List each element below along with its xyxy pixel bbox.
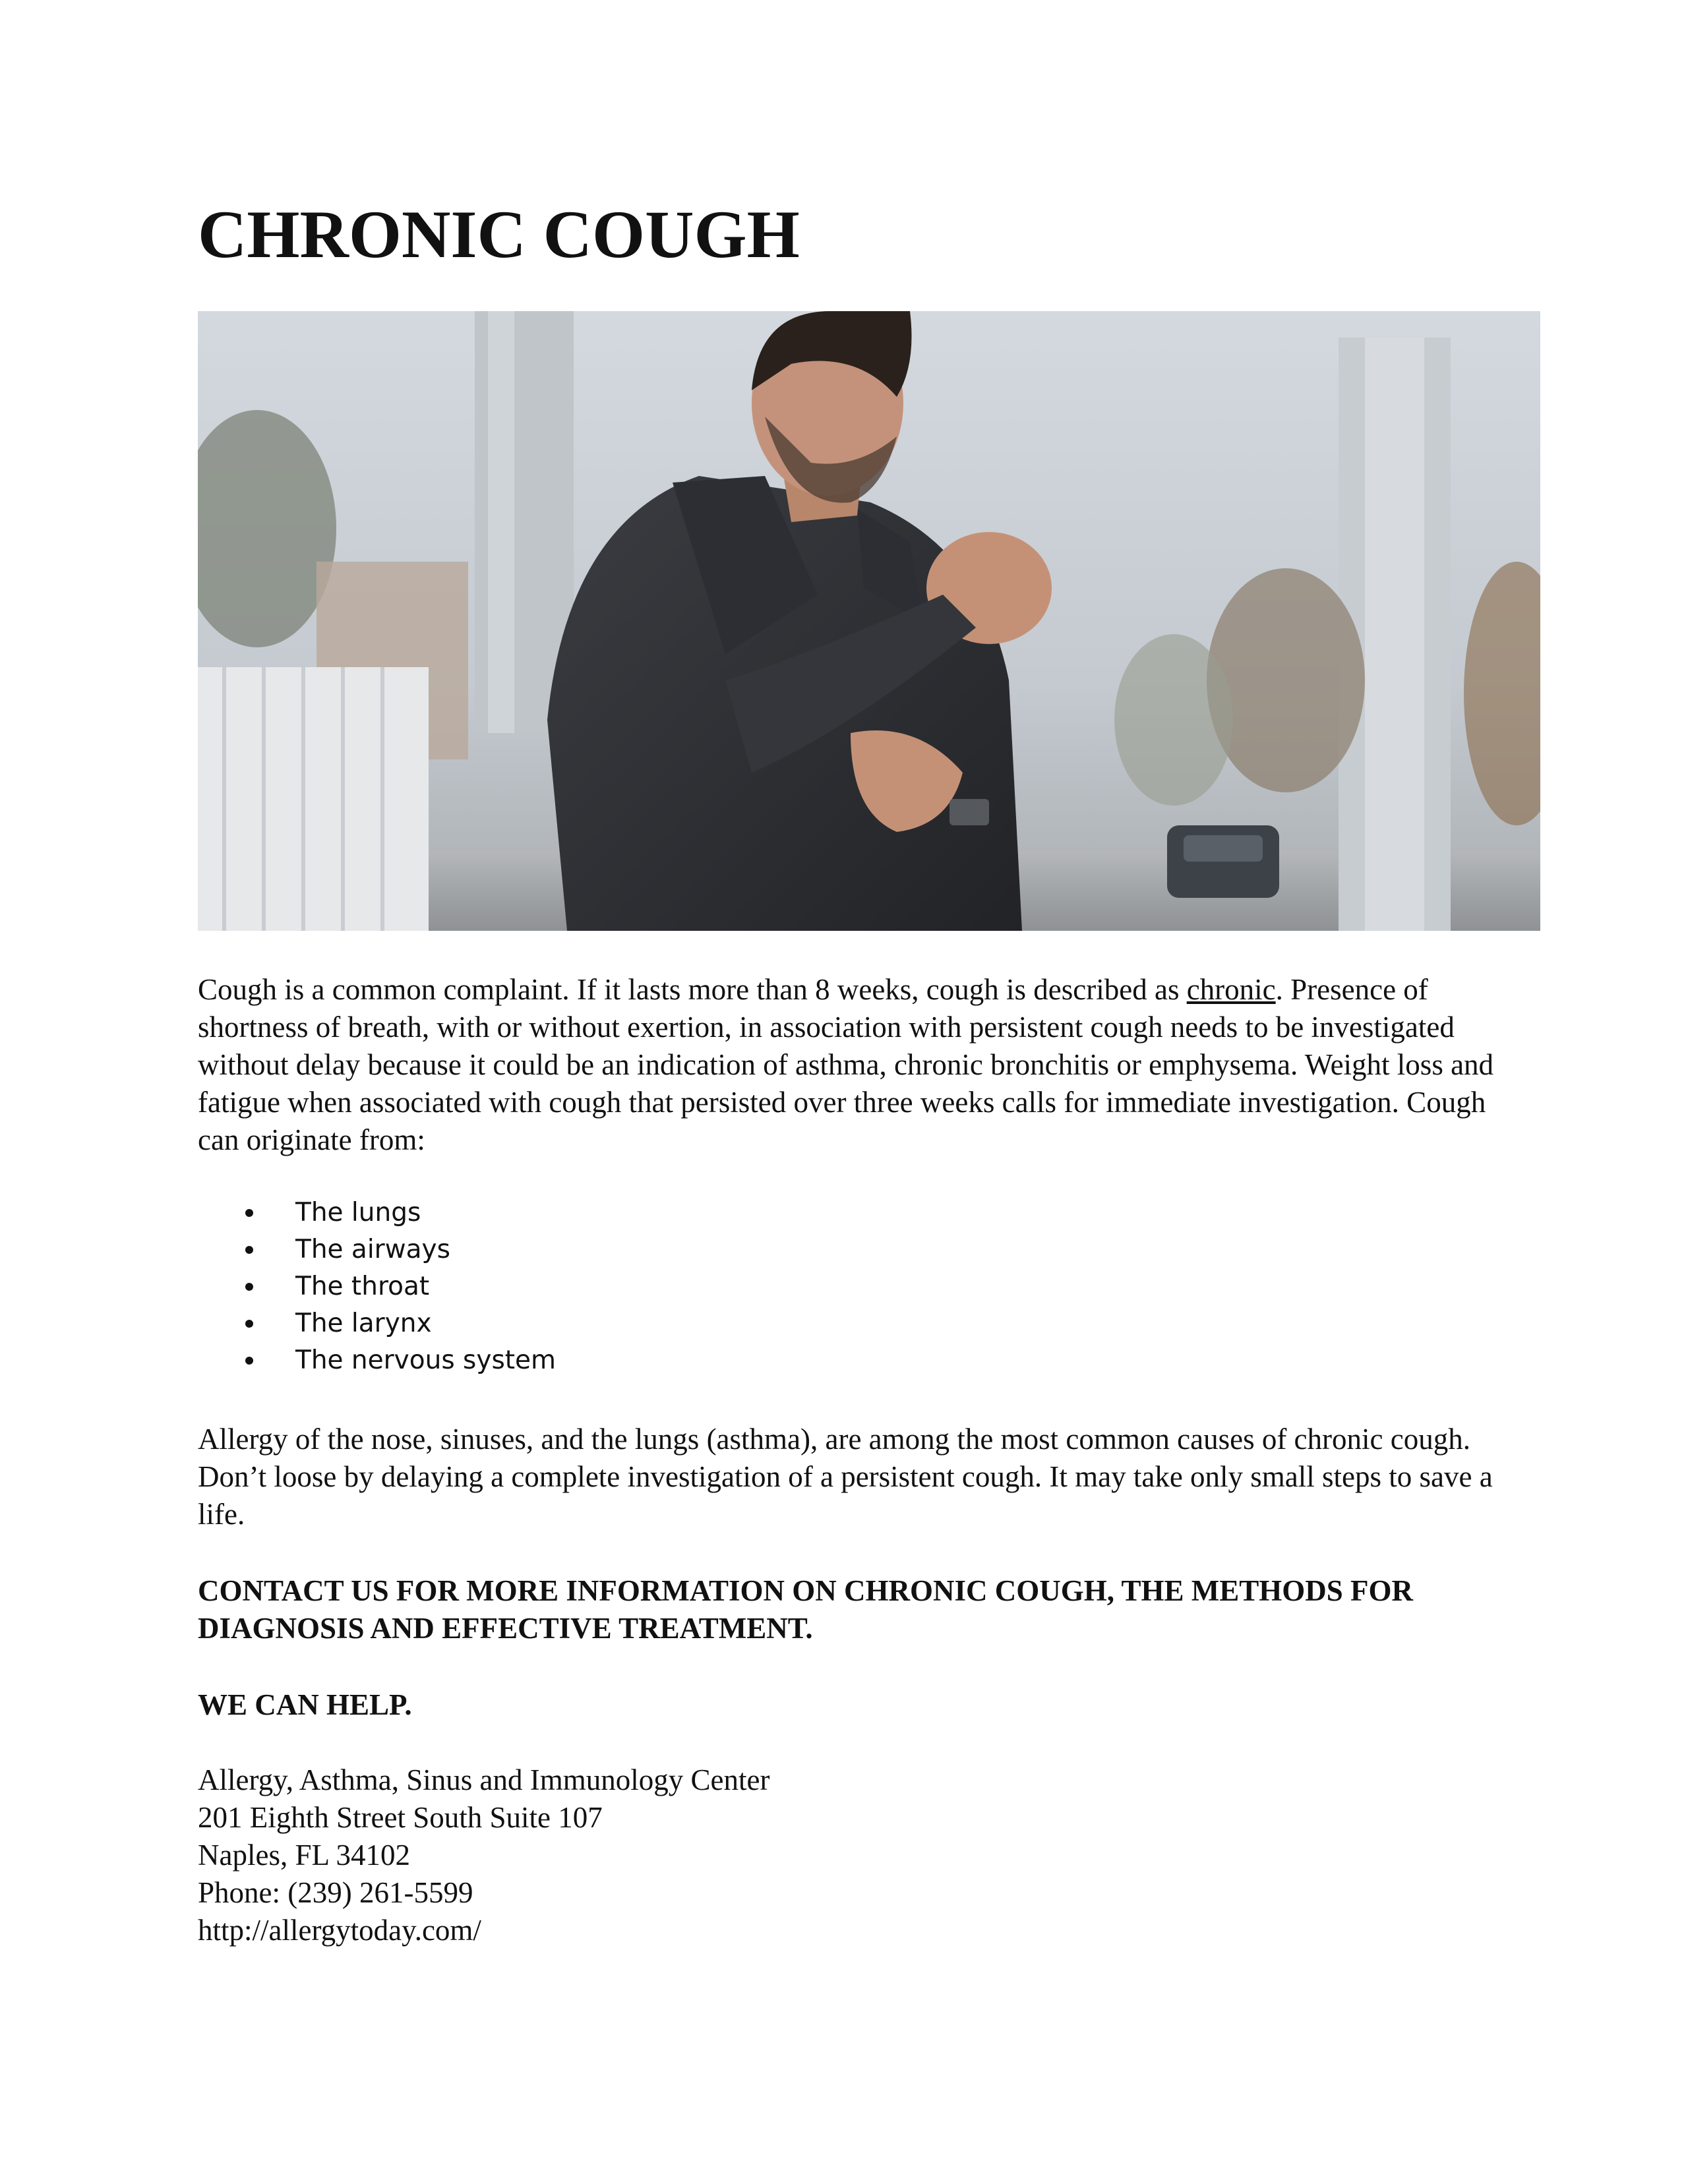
intro-text-part1: Cough is a common complaint. If it lasts more than 8 weeks, cough is described as — [198, 973, 1187, 1006]
list-item-text: The lungs — [295, 1198, 421, 1227]
bullet-icon — [245, 1209, 253, 1217]
list-item — [198, 1268, 556, 1305]
bullet-icon — [245, 1246, 253, 1254]
photo-image — [198, 311, 1540, 931]
city-state-zip: Naples, FL 34102 — [198, 1839, 411, 1872]
page-title: CHRONIC COUGH — [198, 197, 800, 272]
list-item-text: The throat — [295, 1272, 430, 1301]
bullet-icon — [245, 1283, 253, 1291]
bullet-icon — [245, 1357, 253, 1365]
chronic-term: chronic — [1186, 973, 1276, 1006]
contact-heading: CONTACT US FOR MORE INFORMATION ON CHRONIC COUGH, THE METHODS FOR DIAGNOSIS AND EFFECTIVE TREATMENT. — [198, 1574, 1414, 1645]
clinic-name: Allergy, Asthma, Sinus and Immunology Center — [198, 1763, 770, 1796]
address-block — [198, 1761, 769, 1949]
list-item — [198, 1305, 556, 1342]
list-item — [198, 1195, 556, 1231]
website-link[interactable]: http://allergytoday.com/ — [198, 1914, 481, 1947]
list-item-text: The larynx — [295, 1309, 432, 1338]
list-item-text: The airways — [295, 1235, 450, 1264]
list-item — [198, 1342, 556, 1379]
phone-number: Phone: (239) 261-5599 — [198, 1876, 473, 1909]
list-item — [198, 1231, 556, 1268]
photo-man-coughing — [198, 311, 1540, 931]
cough-origins-list — [198, 1195, 556, 1379]
list-item-text: The nervous system — [295, 1345, 557, 1375]
street-address: 201 Eighth Street South Suite 107 — [198, 1801, 603, 1834]
intro-paragraph — [198, 971, 1517, 1159]
intro-text-part2: . Presence of shortness of breath, with or without exertion, in association with persistent cough needs to be investigated without delay because it could be an indication of asthma, chronic bronchitis or emphysema. Weight loss and fatigue when associated with cough that persisted over three weeks calls for immediate investigation. Cough can originate from: — [198, 973, 1494, 1156]
help-heading: WE CAN HELP. — [198, 1688, 412, 1721]
bullet-icon — [245, 1320, 253, 1328]
allergy-paragraph: Allergy of the nose, sinuses, and the lungs (asthma), are among the most common causes of chronic cough. Don’t loose by delaying a complete investigation of a persistent cough. It may take only small steps to save a life. — [198, 1423, 1493, 1531]
